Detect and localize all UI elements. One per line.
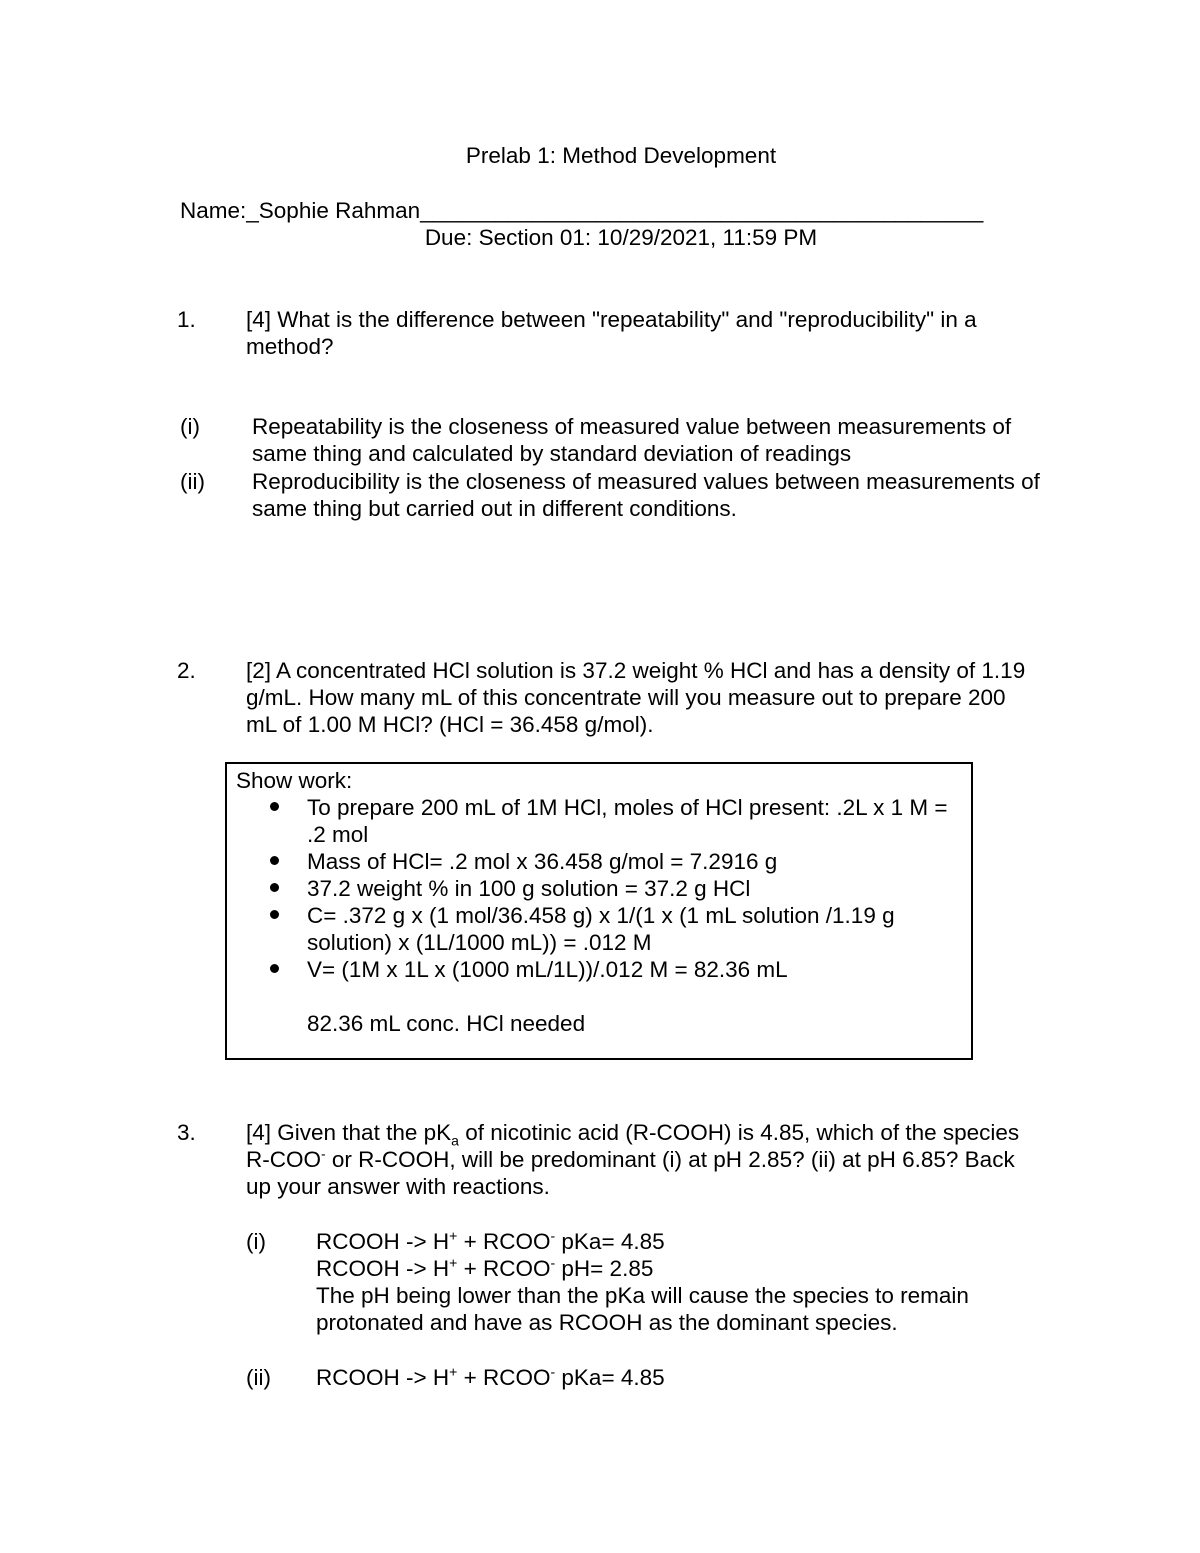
q3-part-i-explanation: The pH being lower than the pKa will cause the species to remain protonated and have as RCOOH as the dominant species.	[316, 1283, 969, 1335]
question-1-text: [4] What is the difference between "repeatability" and "reproducibility" in a method?	[246, 307, 977, 359]
work-step-4: C= .372 g x (1 mol/36.458 g) x 1/(1 x (1 mL solution /1.19 g solution) x (1L/1000 mL)) = .012 M	[307, 903, 895, 955]
bullet-icon	[270, 964, 279, 973]
q3-part-i-label: (i)	[246, 1229, 266, 1254]
name-line: Name:_Sophie Rahman_____________________________________________	[180, 198, 984, 223]
work-step-5: V= (1M x 1L x (1000 mL/1L))/.012 M = 82.36 mL	[307, 957, 788, 982]
show-work-box	[225, 762, 973, 1060]
document-title: Prelab 1: Method Development	[465, 143, 777, 168]
q1-answer-ii-label: (ii)	[180, 469, 205, 494]
work-result: 82.36 mL conc. HCl needed	[307, 1011, 586, 1036]
question-3-text: [4] Given that the $pK_a$ of nicotinic acid (R-COOH) is 4.85, which of the species R-COO- or R-COOH, will be predominant (i) at pH 2.85? (ii) at pH 6.85? Back up your answer with reactions.	[246, 1120, 1020, 1199]
question-1-number: 1.	[177, 307, 196, 332]
work-step-2: Mass of HCl= .2 mol x 36.458 g/mol = 7.2916 g	[307, 849, 778, 874]
bullet-icon	[270, 802, 279, 811]
question-3-number: 3.	[177, 1120, 196, 1145]
due-date: Due: Section 01: 10/29/2021, 11:59 PM	[424, 225, 818, 250]
bullet-icon	[270, 883, 279, 892]
q1-answer-i-text: Repeatability is the closeness of measured value between measurements of same thing and calculated by standard deviation of readings	[252, 414, 1012, 466]
q3-part-ii-equation-1: RCOOH -> H+ + RCOO- pKa= 4.85	[316, 1363, 665, 1390]
q3-part-i-equation-2: RCOOH -> H+ + RCOO- pH= 2.85	[316, 1254, 654, 1281]
q3-part-ii-label: (ii)	[246, 1365, 271, 1390]
work-step-3: 37.2 weight % in 100 g solution = 37.2 g HCl	[307, 876, 751, 901]
work-step-1: To prepare 200 mL of 1M HCl, moles of HCl present: .2L x 1 M = .2 mol	[307, 795, 948, 847]
q3-part-i-equation-1: RCOOH -> H+ + RCOO- pKa= 4.85	[316, 1227, 665, 1254]
question-2-number: 2.	[177, 658, 196, 683]
bullet-icon	[270, 856, 279, 865]
bullet-icon	[270, 910, 279, 919]
q1-answer-ii-text: Reproducibility is the closeness of measured values between measurements of same thing but carried out in different conditions.	[252, 469, 1040, 521]
show-work-label: Show work:	[236, 768, 353, 793]
q1-answer-i-label: (i)	[180, 414, 200, 439]
question-2-text: [2] A concentrated HCl solution is 37.2 weight % HCl and has a density of 1.19 g/mL. How many mL of this concentrate will you measure out to prepare 200 mL of 1.00 M HCl? (HCl = 36.458 g/mol).	[246, 658, 1026, 737]
